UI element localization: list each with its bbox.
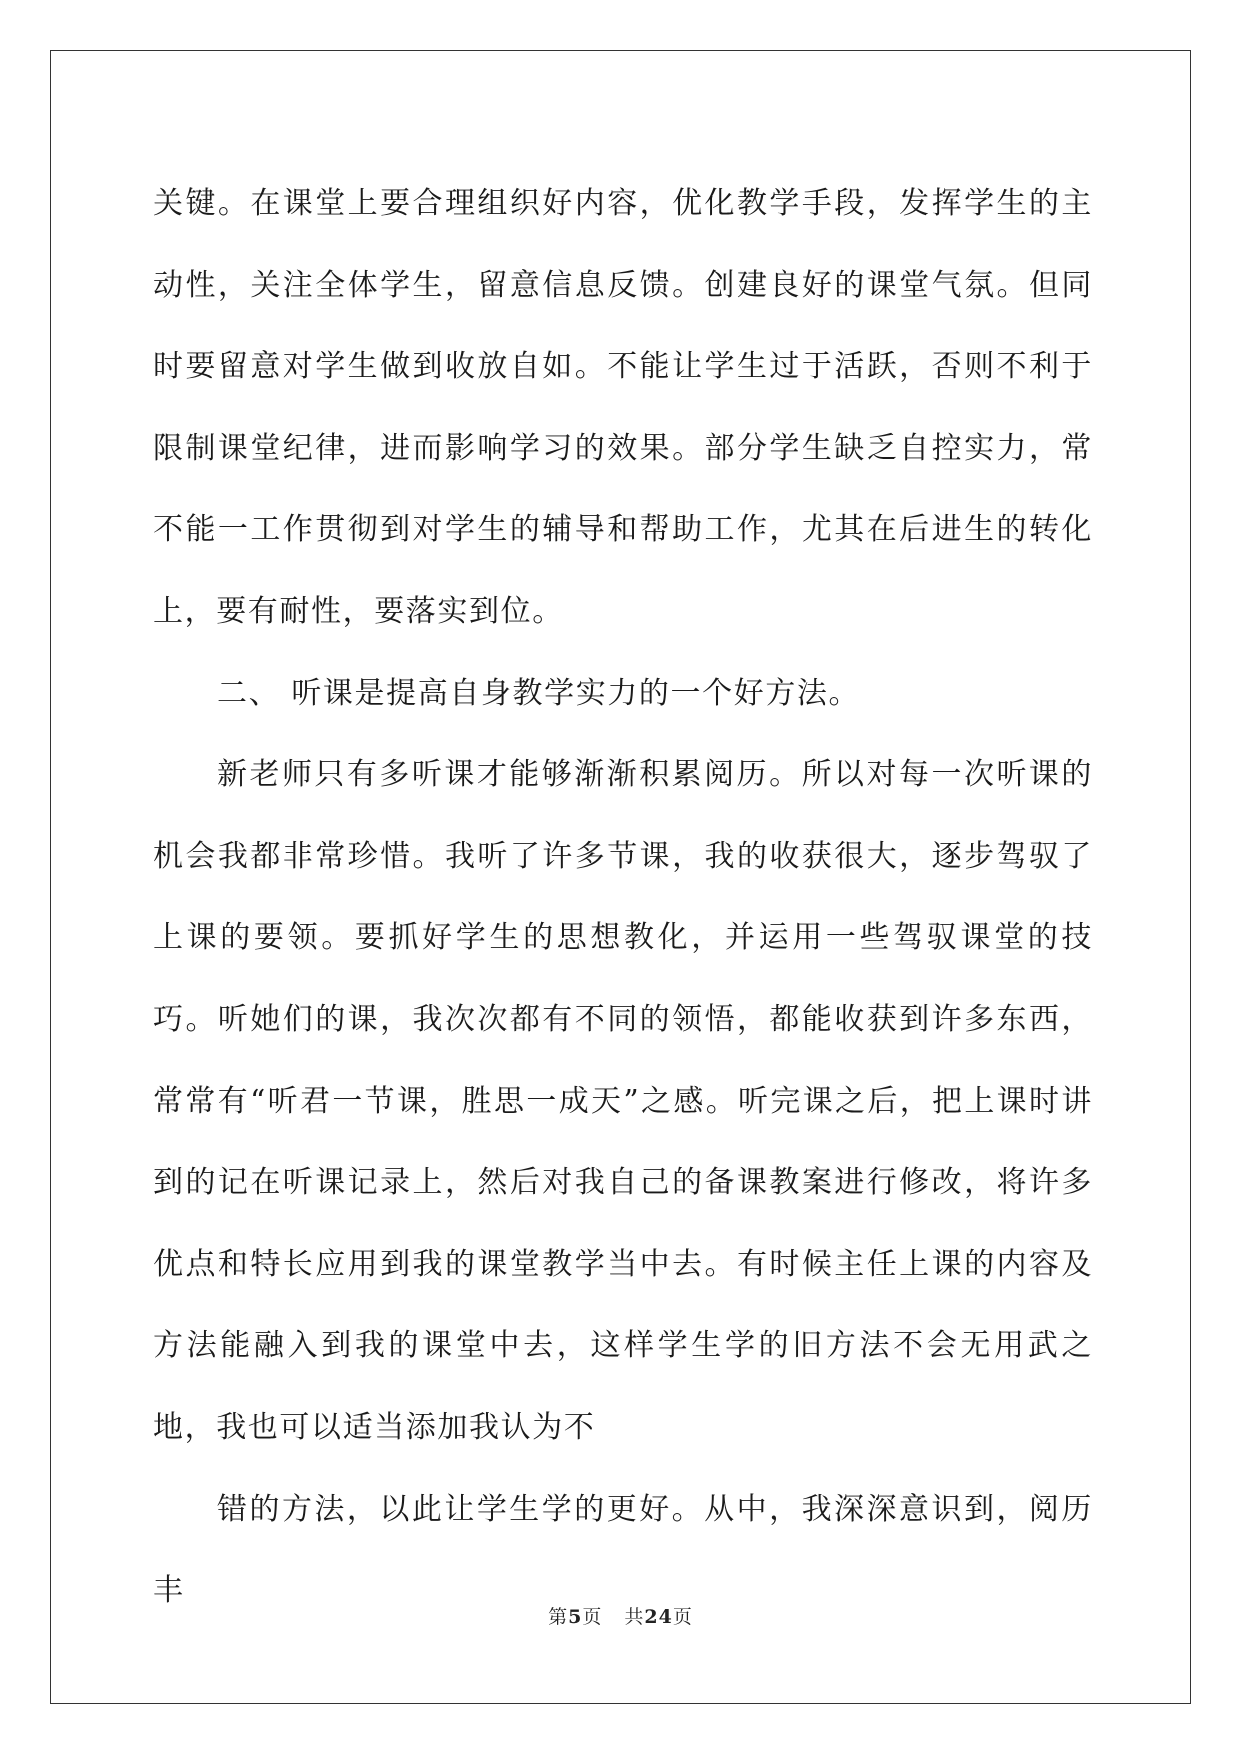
page-footer [0,1602,1241,1629]
paragraph-continuation: 关键。在课堂上要合理组织好内容，优化教学手段，发挥学生的主动性，关注全体学生，留意信息反馈。创建良好的课堂气氛。但同时要留意对学生做到收放自如。不能让学生过于活跃，否则不利于限制课堂纪律，进而影响学习的效果。部分学生缺乏自控实力，常不能一工作贯彻到对学生的辅导和帮助工作，尤其在后进生的转化上，要有耐性，要落实到位。 [153,186,1093,629]
footer-page-suffix: 页 [582,1606,603,1628]
footer-total-suffix: 页 [672,1606,693,1628]
page-total: 24 [644,1606,673,1628]
footer-total-prefix: 共 [624,1606,645,1628]
document-body [153,163,1093,1632]
paragraph-continued: 错的方法，以此让学生学的更好。从中，我深深意识到，阅历丰 [153,1491,1093,1609]
section-heading: 二、 听课是提高自身教学实力的一个好方法。 [217,675,861,711]
footer-prefix: 第 [548,1606,569,1628]
paragraph-listening: 新老师只有多听课才能够渐渐积累阅历。所以对每一次听课的机会我都非常珍惜。我听了许多节课，我的收获很大，逐步驾驭了上课的要领。要抓好学生的思想教化，并运用一些驾驭课堂的技巧。听她们的课，我次次都有不同的领悟，都能收获到许多东西，常常有“听君一节课，胜思一成天”之感。听完课之后，把上课时讲到的记在听课记录上，然后对我自己的备课教案进行修改，将许多优点和特长应用到我的课堂教学当中去。有时候主任上课的内容及方法能融入到我的课堂中去，这样学生学的旧方法不会无用武之地，我也可以适当添加我认为不 [153,757,1093,1445]
page-number: 5 [568,1606,583,1628]
